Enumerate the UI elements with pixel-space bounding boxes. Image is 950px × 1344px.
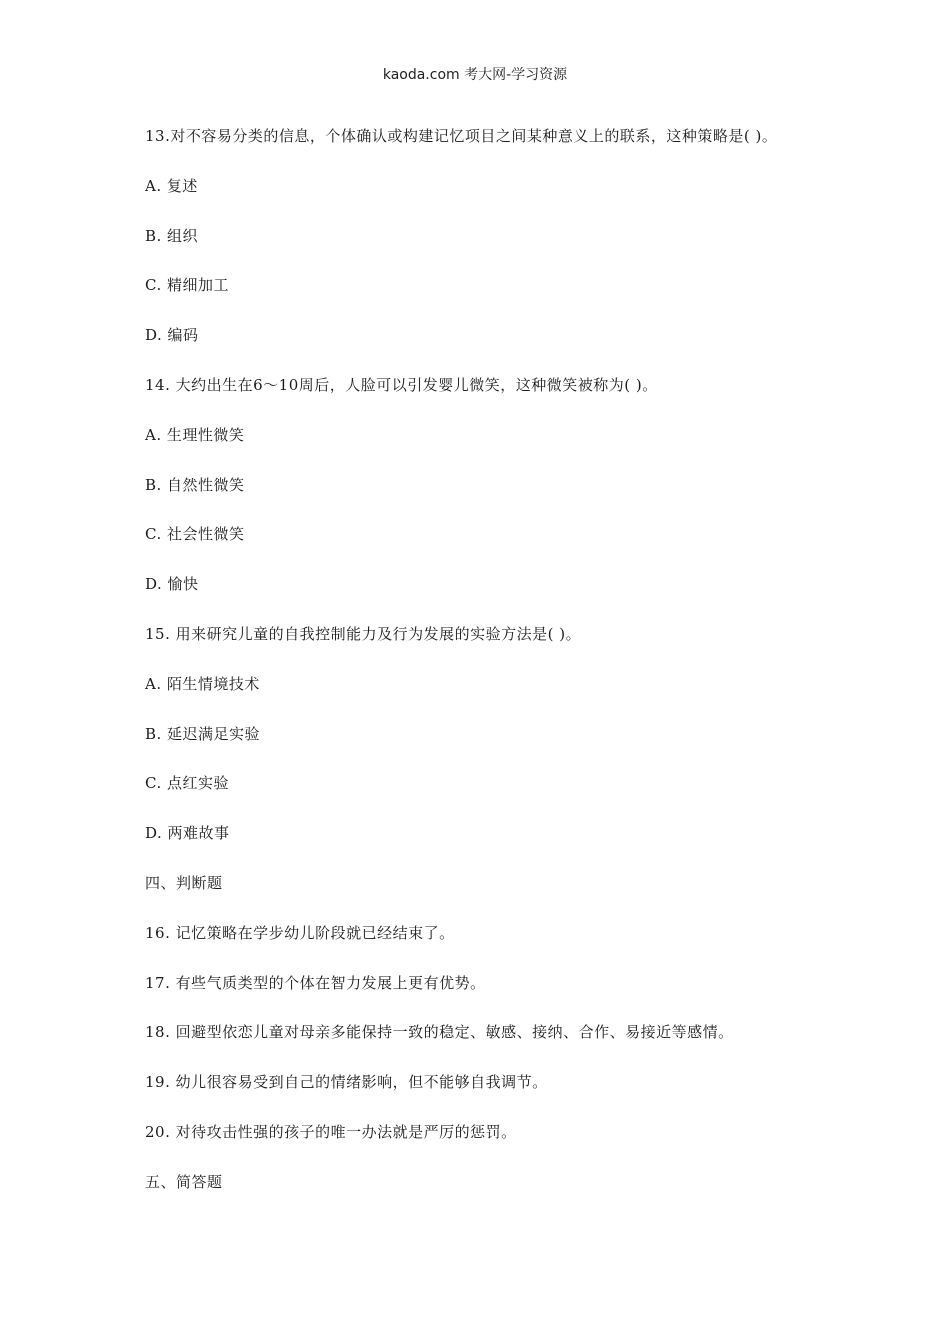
section-heading-true-false: 四、判断题	[145, 873, 223, 892]
option-15-d: D. 两难故事	[145, 824, 230, 843]
question-20: 20. 对待攻击性强的孩子的唯一办法就是严厉的惩罚。	[145, 1122, 517, 1141]
option-15-c: C. 点红实验	[145, 774, 229, 793]
option-14-a: A. 生理性微笑	[145, 425, 245, 444]
option-13-b: B. 组织	[145, 226, 199, 245]
option-13-a: A. 复述	[145, 176, 198, 195]
option-13-d: D. 编码	[145, 326, 199, 345]
option-14-d: D. 愉快	[145, 575, 199, 594]
option-15-a: A. 陌生情境技术	[145, 674, 260, 693]
question-17: 17. 有些气质类型的个体在智力发展上更有优势。	[145, 973, 486, 992]
option-15-b: B. 延迟满足实验	[145, 724, 261, 743]
section-heading-short-answer: 五、简答题	[145, 1172, 223, 1191]
option-13-c: C. 精细加工	[145, 276, 229, 295]
question-16: 16. 记忆策略在学步幼儿阶段就已经结束了。	[145, 923, 455, 942]
option-14-b: B. 自然性微笑	[145, 475, 245, 494]
question-18: 18. 回避型依恋儿童对母亲多能保持一致的稳定、敏感、接纳、合作、易接近等感情。	[145, 1023, 734, 1042]
page-header: kaoda.com 考大网-学习资源	[382, 67, 568, 83]
question-15: 15. 用来研究儿童的自我控制能力及行为发展的实验方法是( )。	[145, 624, 582, 643]
question-14: 14. 大约出生在6～10周后，人脸可以引发婴儿微笑，这种微笑被称为( )。	[145, 375, 658, 394]
document-body	[145, 125, 905, 1221]
question-13: 13.对不容易分类的信息，个体确认或构建记忆项目之间某种意义上的联系，这种策略是( )。	[145, 127, 778, 145]
option-14-c: C. 社会性微笑	[145, 525, 245, 544]
question-19: 19. 幼儿很容易受到自己的情绪影响，但不能够自我调节。	[145, 1073, 548, 1092]
